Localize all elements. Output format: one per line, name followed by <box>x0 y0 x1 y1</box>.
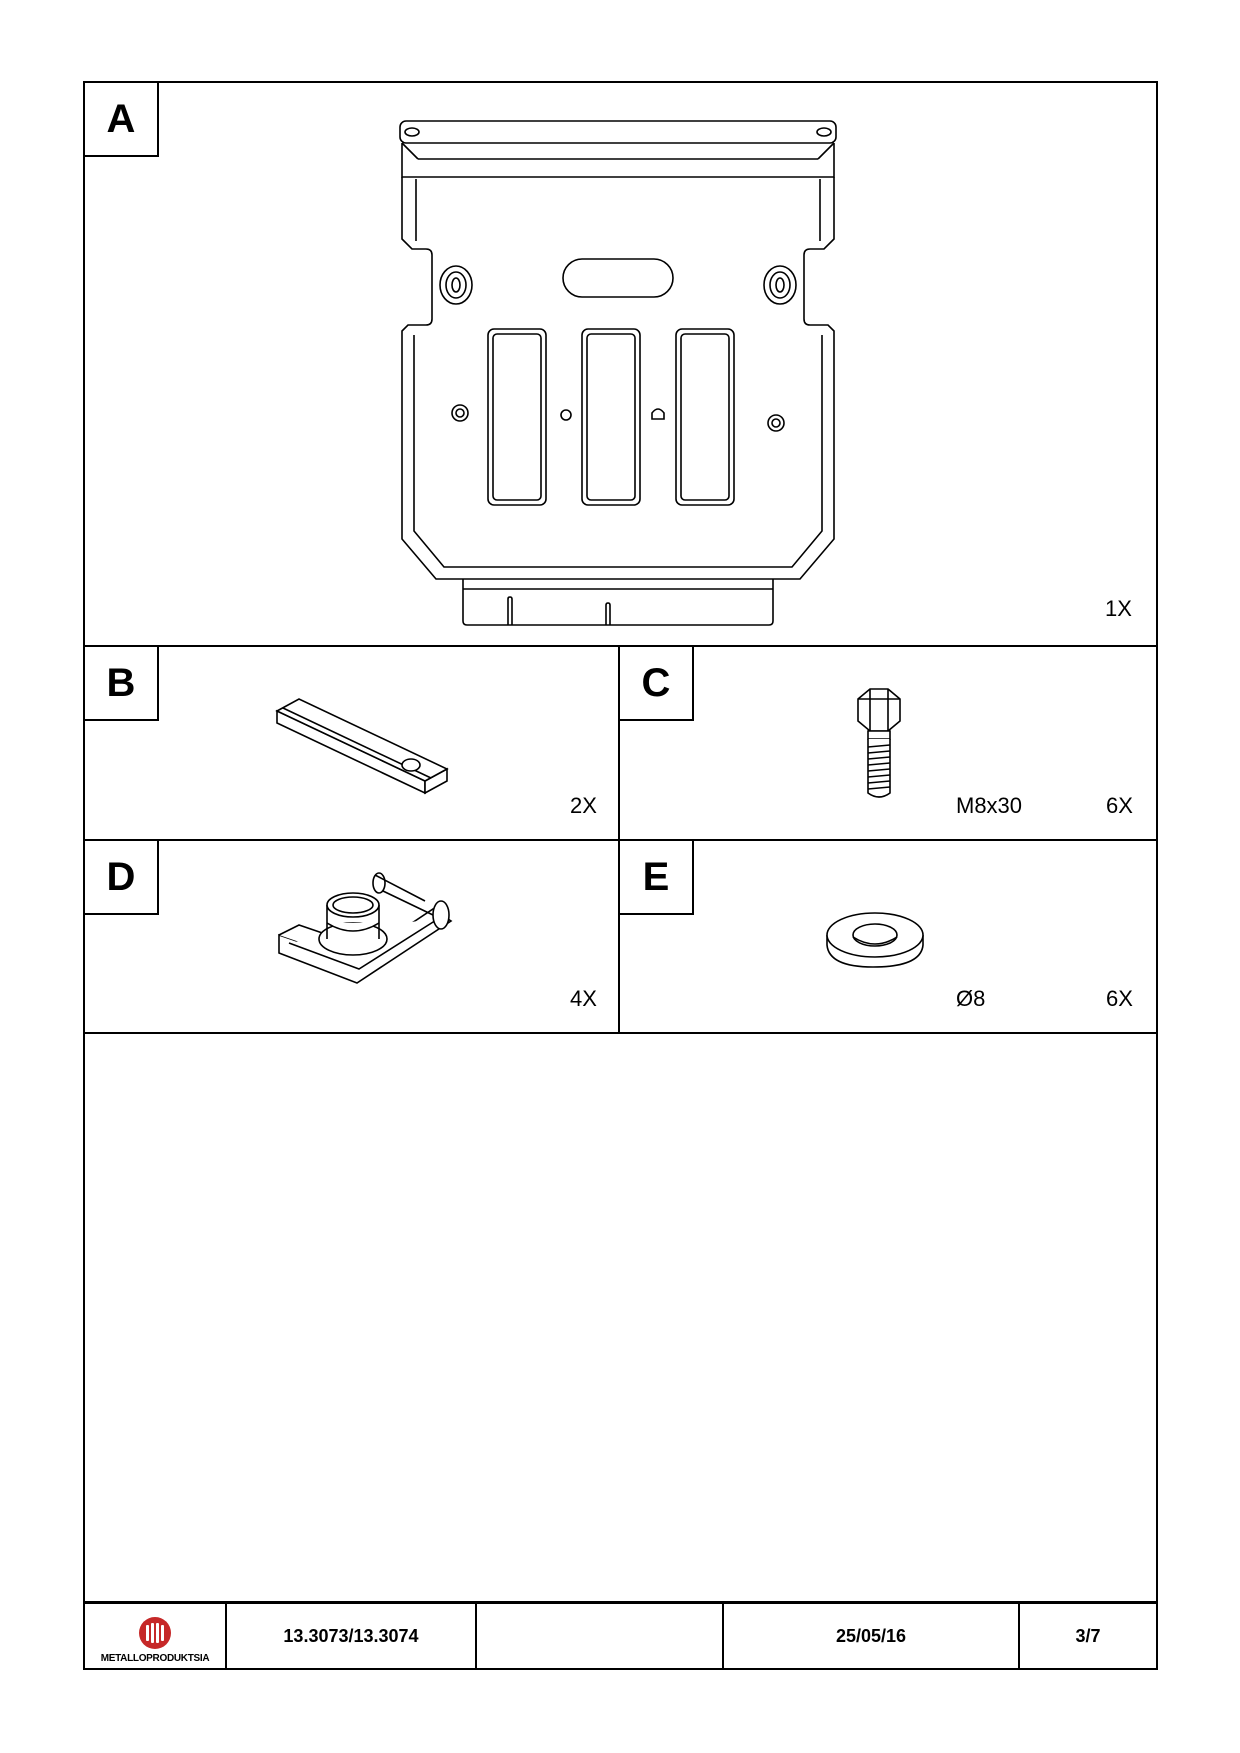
page-number: 3/7 <box>1075 1625 1101 1646</box>
size-label: M8x30 <box>956 793 1023 818</box>
washer-drawing <box>825 911 925 971</box>
mounting-strip-drawing <box>275 689 455 799</box>
panel-a <box>85 83 1156 647</box>
instruction-sheet <box>83 81 1158 1670</box>
quantity-label: 2X <box>570 793 597 818</box>
quantity-label: 4X <box>570 986 597 1011</box>
panel-b <box>85 647 620 841</box>
hex-bolt-drawing <box>848 685 908 805</box>
part-number: 13.3073/13.3074 <box>227 1604 477 1668</box>
panel-e <box>620 841 1156 1034</box>
panel-letter: A <box>85 83 159 157</box>
logo-text: METALLOPRODUKTSIA <box>100 1653 210 1664</box>
panel-letter: B <box>85 647 159 721</box>
logo-cell <box>85 1604 227 1668</box>
panel-c <box>620 647 1156 841</box>
date: 25/05/16 <box>724 1604 1020 1668</box>
blank-cell <box>477 1604 724 1668</box>
panel-letter: E <box>620 841 694 915</box>
size-label: Ø8 <box>956 986 986 1011</box>
panel-letter: D <box>85 841 159 915</box>
title-block <box>85 1601 1156 1668</box>
company-logo-icon <box>138 1616 172 1650</box>
panel-d <box>85 841 620 1034</box>
skid-plate-drawing <box>398 119 838 629</box>
quantity-label: 1X <box>1105 596 1132 621</box>
quantity-label: 6X <box>1106 793 1133 818</box>
quantity-label: 6X <box>1106 986 1133 1011</box>
clip-nut-drawing <box>275 869 455 989</box>
panel-letter: C <box>620 647 694 721</box>
